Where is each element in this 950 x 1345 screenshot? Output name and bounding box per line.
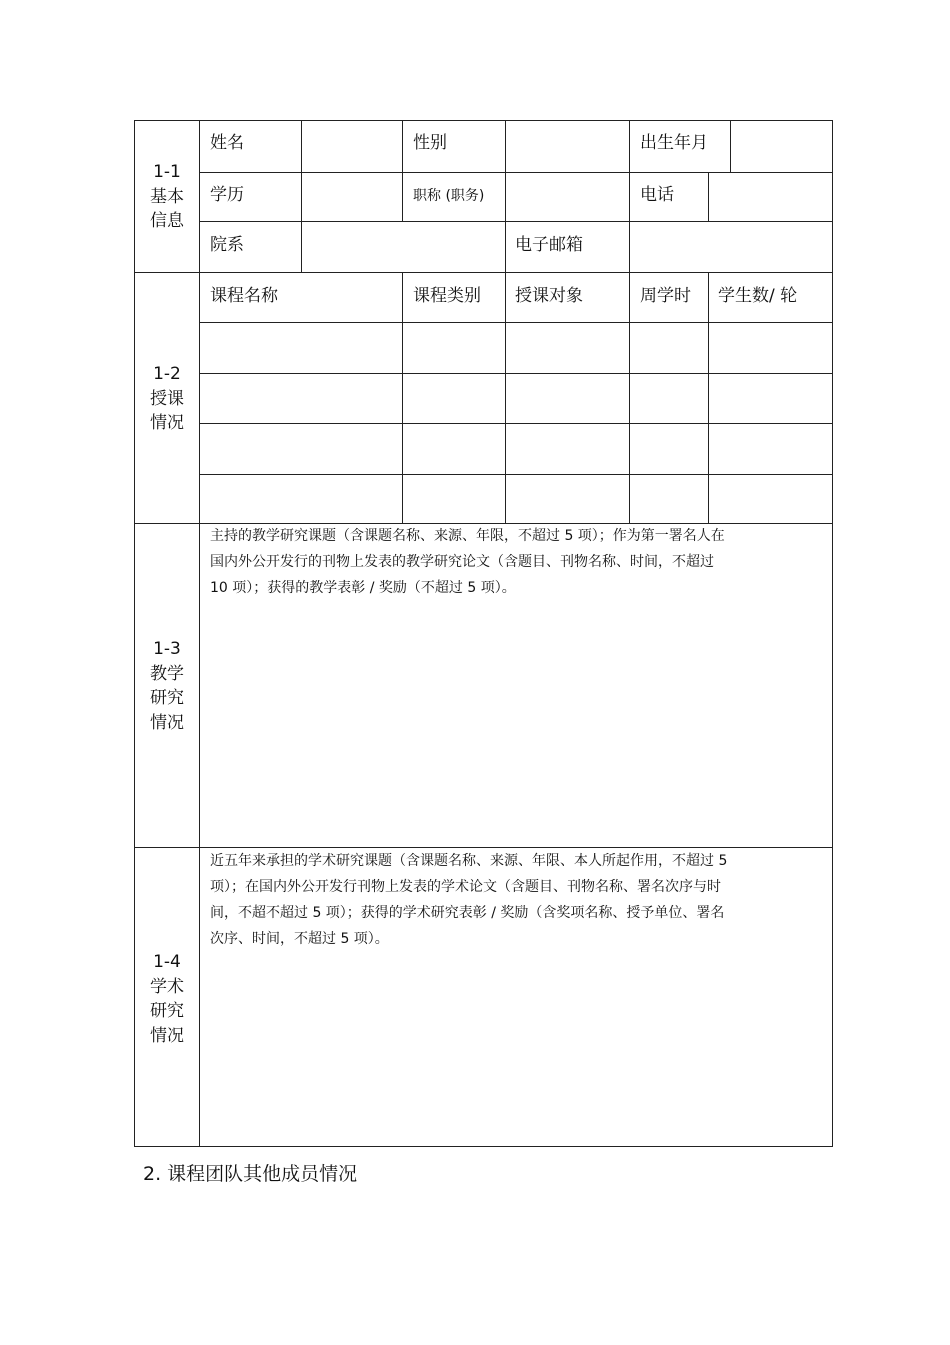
academic-research-description: 近五年来承担的学术研究课题（含课题名称、来源、年限、本人所起作用，不超过 5 项）；在国内外公开发行刊物上发表的学术论文（含题目、刊物名称、署名次序与时 间，不超不超过 5 项）；获得的学术研究表彰 / 奖励（含奖项名称、授予单位、署名 次序、时间，不超过 5 项）。: [210, 853, 728, 947]
header-students-per-round: 学生数/ 轮: [718, 286, 798, 306]
col-divider: [629, 272, 630, 524]
col-divider: [402, 272, 403, 524]
row-divider: [200, 474, 833, 475]
section-label-teaching-research: 1-3 教学 研究 情况: [150, 639, 184, 733]
email-label: 电子邮箱: [515, 235, 583, 255]
header-course-type: 课程类别: [413, 286, 481, 306]
title-label: 职称 (职务): [413, 188, 485, 204]
row-divider: [200, 373, 833, 374]
teaching-research-description: 主持的教学研究课题（含课题名称、来源、年限，不超过 5 项）；作为第一署名人在 国内外公开发行的刊物上发表的教学研究论文（含题目、刊物名称、时间，不超过 10 项）；获得的教学表彰 / 奖励（不超过 5 项）。: [210, 528, 725, 596]
section-divider: [134, 272, 833, 273]
col-divider: [402, 120, 403, 222]
col-divider: [629, 120, 630, 273]
col-divider: [730, 120, 731, 173]
name-label: 姓名: [210, 133, 244, 153]
section-label-teaching: 1-2 授课 情况: [150, 364, 184, 433]
row-divider: [200, 221, 833, 222]
col-divider: [301, 120, 302, 273]
phone-label: 电话: [640, 185, 674, 205]
header-audience: 授课对象: [515, 286, 583, 306]
section-label-basic-info: 1-1 基本 信息: [150, 162, 184, 231]
col-divider: [505, 120, 506, 273]
row-divider: [200, 172, 833, 173]
label-column-divider: [199, 120, 200, 1147]
col-divider: [708, 272, 709, 524]
header-course-name: 课程名称: [210, 286, 278, 306]
col-divider: [708, 172, 709, 222]
row-divider: [200, 322, 833, 323]
birth-label: 出生年月: [640, 133, 708, 153]
section-heading-team-members: 2. 课程团队其他成员情况: [143, 1163, 358, 1185]
header-weekly-hours: 周学时: [640, 286, 691, 306]
section-label-academic-research: 1-4 学术 研究 情况: [150, 952, 184, 1046]
row-divider: [200, 423, 833, 424]
col-divider: [505, 272, 506, 524]
form-table: [134, 120, 833, 1147]
gender-label: 性别: [413, 133, 447, 153]
department-label: 院系: [210, 235, 244, 255]
education-label: 学历: [210, 185, 244, 205]
